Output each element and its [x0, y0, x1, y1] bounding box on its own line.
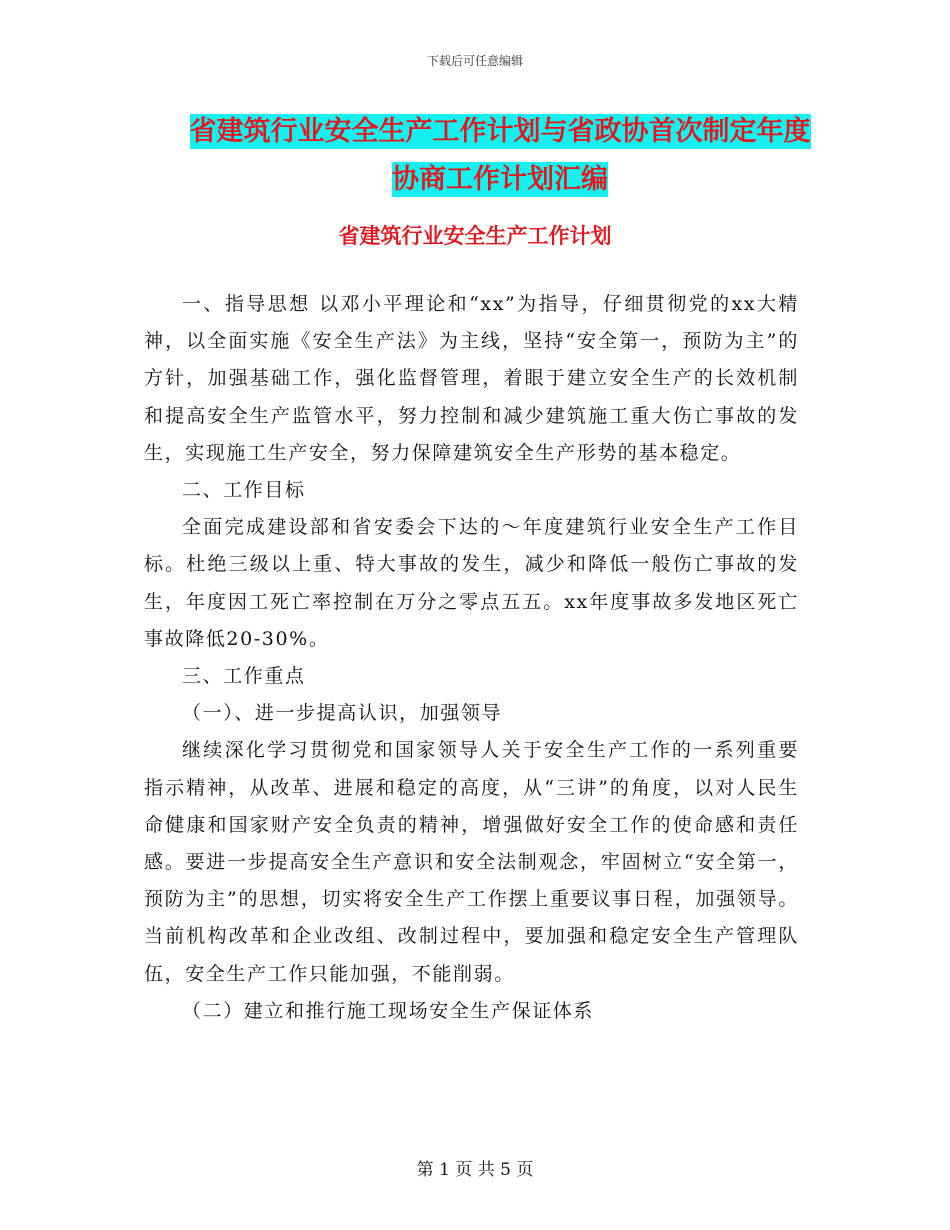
paragraph-subheading-1: （一）、进一步提高认识，加强领导 [182, 702, 503, 725]
document-title [150, 108, 850, 204]
paragraph-heading-goals: 二、工作目标 [182, 479, 306, 502]
paragraph-goals: 全面完成建设部和省安委会下达的～年度建筑行业安全生产工作目标。杜绝三级以上重、特大事故的发生，减少和降低一般伤亡事故的发生，年度因工死亡率控制在万分之零点五五。xx年度事故多发地区死亡事故降低20-30%。 [144, 516, 799, 650]
title-line-1: 省建筑行业安全生产工作计划与省政协首次制定年度 [189, 116, 811, 147]
page-footer: 第 1 页 共 5 页 [416, 1160, 534, 1180]
section-title: 省建筑行业安全生产工作计划 [338, 224, 612, 248]
paragraph-subheading-2: （二）建立和推行施工现场安全生产保证体系 [182, 999, 595, 1022]
paragraph-leadership: 继续深化学习贯彻党和国家领导人关于安全生产工作的一系列重要指示精神，从改革、进展和稳定的高度，从“三讲”的角度，以对人民生命健康和国家财产安全负责的精神，增强做好安全工作的使命感和责任感。要进一步提高安全生产意识和安全法制观念，牢固树立“安全第一，预防为主”的思想，切实将安全生产工作摆上重要议事日程，加强领导。当前机构改革和企业改组、改制过程中，要加强和稳定安全生产管理队伍，安全生产工作只能加强，不能削弱。 [144, 739, 799, 985]
title-line-2: 协商工作计划汇编 [392, 164, 608, 195]
paragraph-guiding-ideology: 一、指导思想 以邓小平理论和“xx”为指导，仔细贯彻党的xx大精神，以全面实施《安全生产法》为主线，坚持“安全第一，预防为主”的方针，加强基础工作，强化监督管理，着眼于建立安全生产的长效机制和提高安全生产监管水平，努力控制和减少建筑施工重大伤亡事故的发生，实现施工生产安全，努力保障建筑安全生产形势的基本稳定。 [144, 293, 799, 464]
header-note: 下载后可任意编辑 [426, 54, 523, 68]
document-body [144, 286, 799, 1030]
paragraph-heading-focus: 三、工作重点 [182, 665, 306, 688]
